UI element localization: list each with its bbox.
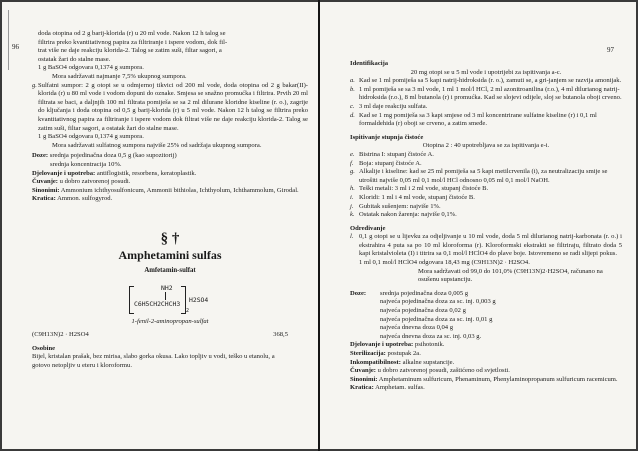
formula-amine: NH2 [161,284,173,293]
item-label: d. [350,111,355,119]
item-label: b. [350,85,355,93]
doses-line [32,152,308,161]
page-number: 97 [607,46,614,54]
monograph-header [32,230,308,276]
properties-text: Bijel, kristalan prašak, bez mirisa, slabo gorka okusa. Lako topljiv u vodi, teško u etanolu, a gotovo netopljiv u eteru i kloroformu. [32,353,275,369]
field-value: Ammonium ichthyosulfonicum, Ammonii bithiolas, Ichthyolum, Ichthammolum, Girodal. [60,186,299,194]
formula-subscript: 2 [186,308,190,315]
field-label: Doze: [32,152,49,160]
incompatibility-line [350,359,622,368]
formula-acid: H2SO4 [189,296,209,305]
text-line: 1 g BaSO4 odgovara 0,1374 g sumpora. [38,64,144,72]
item-text: 3 ml daje reakciju sulfata. [359,102,428,110]
section-heading: Ispitivanje stupnja čistoće [350,133,424,141]
section-intro: Otopina 2 : 40 upotrebljava se za ispitivanja e-i. [422,142,550,150]
item-label: e. [350,150,355,158]
item-text: Teški metali: 3 ml i 2 ml vode, stupanj čistoće B. [359,185,489,193]
dose-line: srednja pojedinačna doza 0,005 g [380,289,469,297]
field-value: u dobro zatvorenoj posudi. [59,178,131,186]
requirement-line: Mora sadržavati od 99,0 do 101,0% (C9H13N)2·H2SO4, računano na osušenu supstanciju. [418,267,603,284]
field-value: antiflogistik, resorbens, keratoplastik. [96,169,197,177]
item-label: f. [350,159,354,167]
item-text: Gubitak sušenjem: najviše 1%. [359,202,441,210]
item-text: Ostatak nakon žarenja: najviše 0,1%. [359,211,457,219]
abbreviation-line [350,384,622,393]
item-text: Kad se 1 mg pomiješa sa 3 kapi smjese od 3 ml koncentrirane sulfatne kiseline (r) i 0,1 ml formaldehida (r) oboji se crveno, a zatim smeđe. [359,111,597,128]
assay-section [350,225,622,285]
dose-line: najveća dnevna doza za sc. inj. 0,03 g. [380,332,482,340]
page-edge-line [8,10,9,70]
storage-line [32,178,308,187]
item-text: Boja: stupanj čistoće A. [359,159,422,167]
dose-line: najveća pojedinačna doza za sc. inj. 0,01 g [380,315,493,323]
section-intro: 20 mg otopi se u 5 ml vode i upotrijebi za ispitivanja a-c. [410,68,562,76]
list-item [350,160,622,169]
list-item [350,203,622,212]
field-label: Čuvanje: [32,178,59,186]
text-line: trat više ne daje reakciju klorida-2. Talog se zatim suši, filtar sagori, a [38,47,222,55]
text-line: Mora sadržavati najmanje 7,5% ukupnog sumpora. [52,72,187,80]
molecular-formula-row [32,331,308,340]
item-label: g. [32,81,37,89]
continued-paragraph [32,30,308,82]
item-label: i. [350,193,354,201]
list-item [350,233,622,259]
field-label: Djelovanje i upotreba: [32,169,96,177]
field-label: Sinonimi: [32,186,60,194]
structural-formula [125,282,215,316]
item-text: 0,1 g otopi se u lijevku za odjeljivanje u 10 ml vode, doda 5 ml dilurianog natrij-karbonata (r. o.) i ekstrahira 4 puta sa po 10 ml kloroforma (r). Kloroformski ekstrakti se filtriraju, filtrato doda 5 kapi kristalvioleta (I) i titrira sa 0,1 mol/l HClO4 do plave boje. Istovremeno se radi slijepi pokus. [359,233,622,258]
item-label: g. [350,168,355,176]
right-page [320,2,636,449]
purity-section [350,134,622,220]
action-line [350,341,622,350]
field-value: Amphetaminum sulfuricum, Phenaminum, Phenylaminopropanum sulfuricum racemicum. [378,375,618,383]
list-item [350,151,622,160]
list-item [350,168,622,185]
item-text: Kad se 1 ml pomiješa sa 5 kapi natrij-hidroksida (r. o.), zamuti se, a gri-janjem se razvija amonijak. [359,77,622,85]
list-item [350,86,622,103]
field-value: Ammon. sulfogyrod. [57,195,113,203]
list-item [350,112,622,129]
text-line: filtrira preko kvantitativnog papira za filtriranje i ispere vodom, dok fil- [38,38,228,46]
section-heading: Određivanje [350,224,386,232]
item-label: k. [350,211,355,219]
identification-section [350,60,622,129]
item-label: a. [350,77,355,85]
item-label: c. [350,102,355,110]
field-value: alkalne supstancije. [402,358,455,366]
synonyms-line [350,376,622,385]
item-label: l. [350,233,354,241]
text-line: ostatak žari do stalne mase. [38,55,111,63]
section-symbol: § † [160,230,180,247]
formula-chain: C6H5CH2CHCH3 [134,300,181,309]
field-value: psihotonik. [414,341,445,349]
field-label: Kratica: [32,195,56,203]
field-value: srednja pojedinačna doza 0,5 g (kao supozitorij) [49,152,177,160]
list-item [350,211,622,220]
molecular-weight: 368,5 [273,331,288,339]
left-page [2,2,318,449]
field-label: Doze: [350,289,367,297]
sterilization-line [350,350,622,359]
field-label: Sinonimi: [350,375,378,383]
list-item [350,194,622,203]
item-label: j. [350,202,354,210]
item-text: Sulfatni sumpor: 2 g otopi se u odmjernoj tikvici od 200 ml vode, doda otopina od 2 g bakar(II)-klorida (r) u 80 ml vode i vodom dopuni do oznake. Smjesa se snažno promućka i filtrira. Prvih 20 ml filtrata se baci, a daljnjih 100 ml filtrata pomiješa se sa 2 ml dilurane kloridne kiseline (r. o.), zagrije do ključanja i doda otopina od 0,5 g barij-klorida (r) u 5 ml vode. Nakon 12 h talog se filtrira preko kvantitativnog papira za filtriranje i ispere vodom dok filtrat više ne daje reakciju klorida-2. Talog se zatim suši, filtar sagori, a ostatak žari do stalne mase. [38,81,308,132]
doses-block [350,290,622,342]
dose-line: najveća dnevna doza 0,04 g [380,324,454,332]
field-label: Sterilizacija: [350,350,386,357]
item-text: Mora sadržavati sulfatnog sumpora najviše 25% od sadržaja ukupnog sumpora. [52,141,262,149]
section-heading: Osobine [32,344,56,352]
monograph-subtitle: Amfetamin-sulfat [144,266,196,274]
abbreviation-line [32,195,308,204]
field-value: Amphetam. sulfas. [375,384,425,392]
list-item [350,77,622,86]
doses-line: srednja koncentracija 10%. [50,160,122,168]
list-item [350,103,622,112]
list-item [350,185,622,194]
action-line [32,170,308,179]
page-number: 96 [12,43,19,51]
field-label: Čuvanje: [350,367,377,375]
equivalence-line: 1 ml 0,1 mol/l HClO4 odgovara 18,43 mg (C9H13N)2 · H2SO4. [359,259,530,267]
field-label: Inkompatibilnost: [350,358,401,366]
item-g [32,82,308,151]
item-text: Alkalije i kiseline: kad se 25 ml pomiješa sa 5 kapi metilcrvenila (i), za neutralizaciju smije se utrošiti najviše 0,05 ml 0,1 mol/l HCl odnosno 0,05 ml 0,1 mol/l NaOH. [359,168,608,184]
section-heading: Identifikacija [350,60,389,67]
item-text: Bistrina I: stupanj čistoće A. [359,150,434,158]
dose-list [380,290,496,342]
molecular-formula: (C9H13N)2 · H2SO4 [32,331,89,339]
dose-line: najveća pojedinačna doza 0,02 g [380,307,466,315]
item-text: 1 g BaSO4 odgovara 0,1374 g sumpora. [38,133,144,141]
field-value: u dobro zatvorenoj posudi, zaštićeno od svjetlosti. [377,367,510,375]
synonyms-line [32,187,308,196]
item-text: Kloridi: 1 ml i 4 ml vode, stupanj čistoće B. [359,193,475,201]
storage-line [350,367,622,376]
field-label: Djelovanje i upotreba: [350,341,414,349]
item-label: h. [350,185,355,193]
item-text: 1 ml pomiješa se sa 3 ml vode, 1 ml 1 mol/l HCl, 2 ml azonitroanilina (r.o.), 4 ml dilurianog natrij-hidroksida (r.o.), 8 ml butanola (r) i promućka. Kad se slojevi odijele, sloj se butanola oboji crveno. [359,85,622,102]
field-value: postupak 2a. [387,350,421,357]
monograph-title: Amphetamini sulfas [118,247,222,262]
dose-line: najveća pojedinačna doza za sc. inj. 0,003 g [380,298,496,306]
field-label: Kratica: [350,384,374,392]
text-line: doda otopina od 2 g barij-klorida (r) u 20 ml vode. Nakon 12 h talog se [38,30,226,37]
bond-line [165,292,166,300]
formula-caption: 1-fenil-2-aminopropan-sulfat [131,318,209,326]
